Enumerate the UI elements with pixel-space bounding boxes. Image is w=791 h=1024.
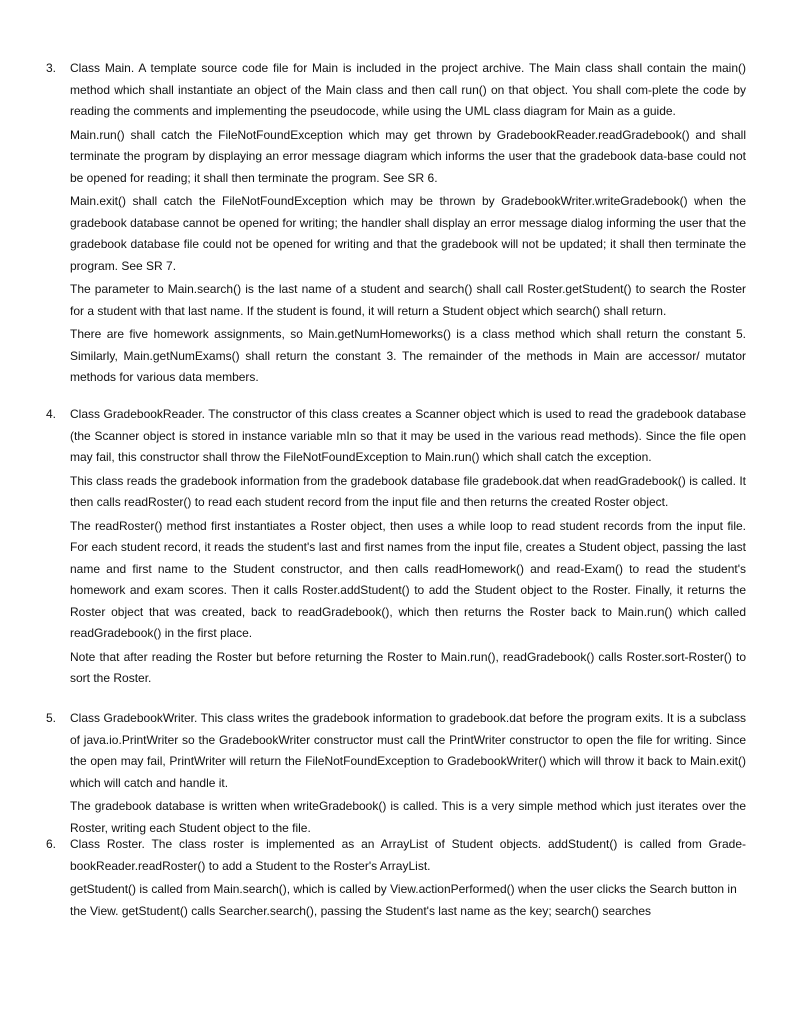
paragraph: Class Main. A template source code file for Main is included in the project archive. The Main class shall contain the main() method which shall instantiate an object of the Main class and then call run() on that object. You shall com-plete the code by reading the comments and implementing the pseudocode, while using the UML class diagram for Main as a guide.: [70, 61, 746, 118]
paragraph: The readRoster() method first instantiates a Roster object, then uses a while loop to read student records from the input file. For each student record, it reads the student's last and first names from the input file, creates a Student object, passing the last name and first name to the Student constructor, and then calls readHomework() and read-Exam() to read the student's homework and exam scores. Then it calls Roster.addStudent() to add the Student object to the Roster. Finally, it returns the Roster object that was created, back to readGradebook(), which then returns the Roster back to Main.run() which called readGradebook() in the first place.: [70, 518, 746, 640]
paragraph: Class GradebookWriter. This class writes the gradebook information to gradebook.dat before the program exits. It is a subclass of java.io.PrintWriter so the GradebookWriter constructor must call the PrintWriter constructor to open the file for writing. Since the open may fail, PrintWriter will return the FileNotFoundException to GradebookWriter() which will throw it back to Main.exit() which will catch and handle it.: [70, 711, 746, 790]
paragraph: Class Roster. The class roster is implemented as an ArrayList of Student objects. addStudent() is called from Grade-bookReader.readRoster() to add a Student to the Roster's ArrayList.: [70, 837, 746, 873]
paragraph: Note that after reading the Roster but before returning the Roster to Main.run(), readGradebook() calls Roster.sort-Roster() to sort the Roster.: [70, 649, 746, 685]
paragraph: Main.run() shall catch the FileNotFoundException which may get thrown by GradebookReader.readGradebook() and shall terminate the program by displaying an error message diagram which informs the user that the gradebook data-base could not be opened for reading; it shall then terminate the program. See SR 6.: [70, 127, 746, 185]
section-number: 3.: [46, 61, 57, 75]
paragraph: getStudent() is called from Main.search(), which is called by View.actionPerformed() when the user clicks the Search button in the View. getStudent() calls Searcher.search(), passing the Student's last name as the key; search() searches: [70, 882, 737, 918]
paragraph: There are five homework assignments, so Main.getNumHomeworks() is a class method which shall return the constant 5. Similarly, Main.getNumExams() shall return the constant 3. The remainder of the methods in Main are accessor/ mutator methods for various data members.: [70, 327, 746, 384]
paragraph: This class reads the gradebook information from the gradebook database file gradebook.dat when readGradebook() is called. It then calls readRoster() to read each student record from the input file and then returns the created Roster object.: [70, 473, 746, 509]
paragraph: Class GradebookReader. The constructor of this class creates a Scanner object which is used to read the gradebook database (the Scanner object is stored in instance variable mIn so that it may be used in the various read methods). Since the file open may fail, this constructor shall throw the FileNotFoundException to Main.run() which shall catch the exception.: [70, 407, 746, 464]
paragraph: The gradebook database is written when writeGradebook() is called. This is a very simple method which just iterates over the Roster, writing each Student object to the file.: [70, 799, 746, 835]
section-5: [46, 708, 746, 841]
section-number: 4.: [46, 407, 57, 421]
section-6: [46, 834, 746, 924]
section-number: 5.: [46, 711, 57, 725]
section-4: [46, 404, 746, 692]
section-3: [46, 58, 746, 391]
paragraph: The parameter to Main.search() is the last name of a student and search() shall call Roster.getStudent() to search the Roster for a student with that last name. If the student is found, it will return a Student object which search() shall return.: [70, 282, 746, 318]
section-number: 6.: [46, 837, 57, 851]
paragraph: Main.exit() shall catch the FileNotFoundException which may be thrown by GradebookWriter.writeGradebook() when the gradebook database cannot be opened for writing; the handler shall display an error message dialog informing the user that the gradebook database file could not be opened for writing and that the gradebook will not be updated; it shall then terminate the program. See SR 7.: [70, 194, 746, 273]
